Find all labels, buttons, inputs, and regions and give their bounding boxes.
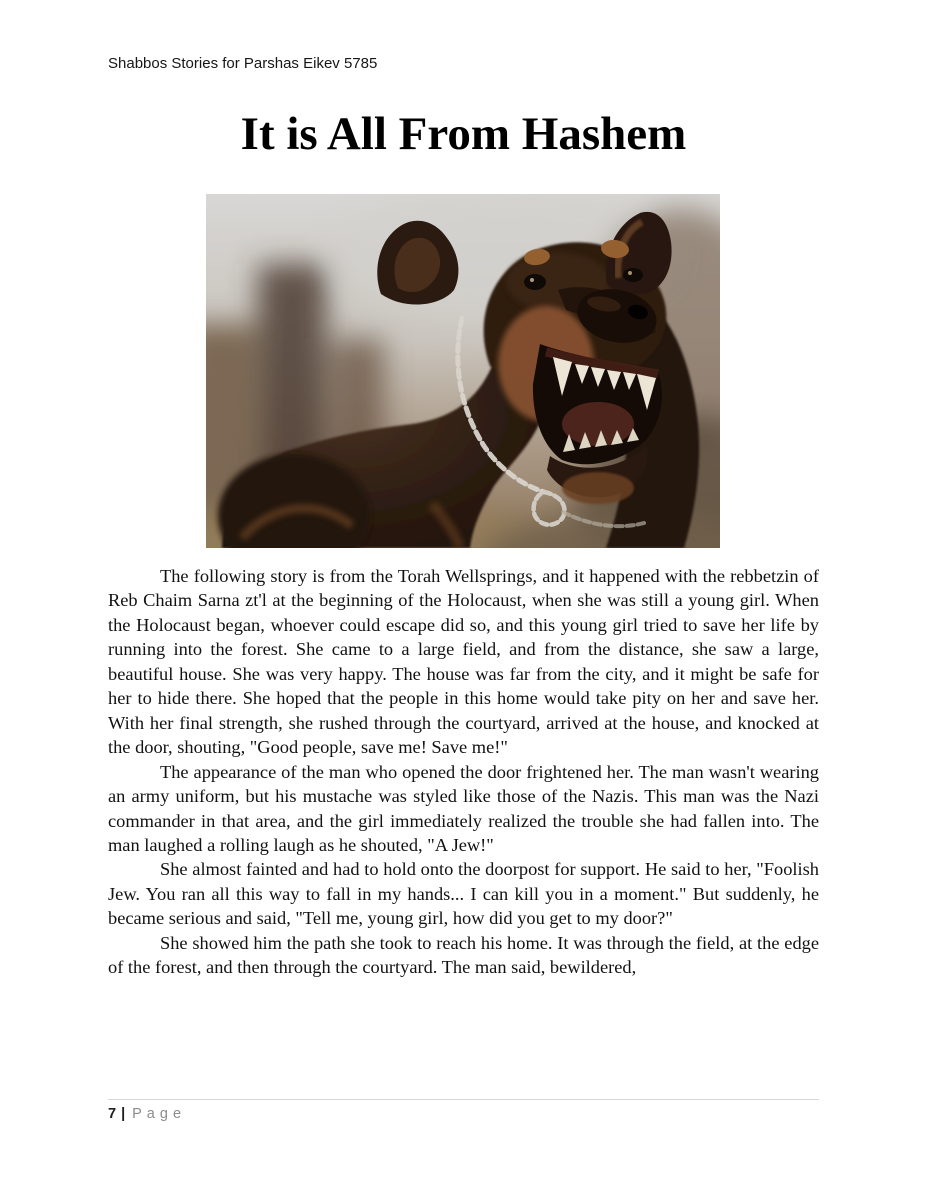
footer-separator: | xyxy=(121,1106,126,1122)
footer-page-word: Page xyxy=(132,1106,187,1122)
footer-divider xyxy=(108,1099,819,1100)
doberman-photo-illustration xyxy=(206,194,720,548)
dog-chin-rust xyxy=(562,472,634,504)
story-title: It is All From Hashem xyxy=(240,108,687,160)
page-footer xyxy=(108,1106,186,1122)
story-paragraph: The appearance of the man who opened the door frightened her. The man wasn't wearing an army uniform, but his mustache was styled like those of the Nazis. This man was the Nazi commander in that area, and the girl immediately realized the trouble she had fallen into. The man laughed a rolling laugh as he shouted, "A Jew!" xyxy=(108,761,819,855)
page-number: 7 xyxy=(108,1106,117,1122)
story-photo xyxy=(206,194,720,548)
story-paragraph: She showed him the path she took to reach his home. It was through the field, at the edge of the forest, and then through the courtyard. The man said, bewildered, xyxy=(108,932,819,978)
running-header: Shabbos Stories for Parshas Eikev 5785 xyxy=(108,55,378,72)
story-body xyxy=(108,564,819,980)
story-paragraph: She almost fainted and had to hold onto the doorpost for support. He said to her, "Foolish Jew. You ran all this way to fall in my hands... I can kill you in a moment." But suddenly, he became serious and said, "Tell me, young girl, how did you get to my door?" xyxy=(108,859,819,929)
story-paragraph: The following story is from the Torah Wellsprings, and it happened with the rebbetzin of Reb Chaim Sarna zt'l at the beginning of the Holocaust, when she was still a young girl. When the Holocaust began, whoever could escape did so, and this young girl tried to save her life by running into the forest. She came to a large field, and from the distance, she saw a large, beautiful house. She was very happy. The house was far from the city, and it might be safe for her to hide there. She hoped that the people in this home would take pity on her and save her. With her final strength, she rushed through the courtyard, arrived at the house, and knocked at the door, shouting, "Good people, save me! Save me!" xyxy=(108,566,819,758)
